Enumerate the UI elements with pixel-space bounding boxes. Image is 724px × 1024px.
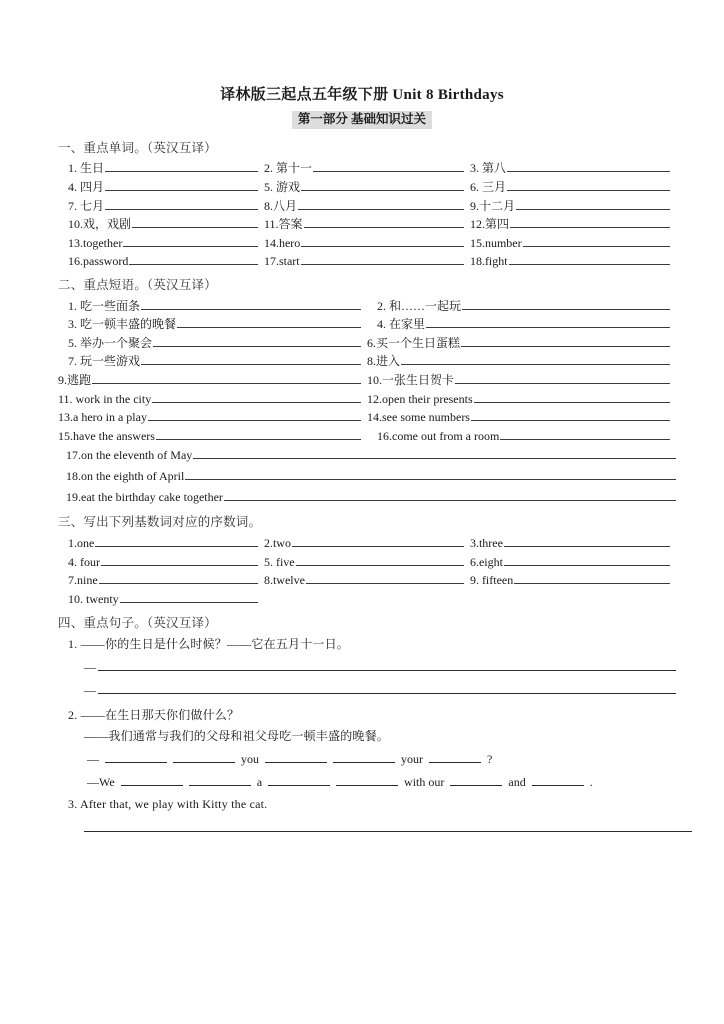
- answer-blank[interactable]: [336, 775, 398, 786]
- ordinal-item[interactable]: [470, 553, 676, 572]
- word-label: 12.第四: [469, 217, 509, 232]
- phrase-label: 11. work in the city: [58, 391, 152, 406]
- phrase-item[interactable]: [58, 390, 367, 409]
- phrase-item[interactable]: [58, 427, 367, 446]
- phrase-item[interactable]: [58, 315, 367, 334]
- answer-blank[interactable]: [500, 428, 670, 440]
- phrase-row: [58, 371, 676, 390]
- word-row: [58, 215, 676, 234]
- word-label: 18.fight: [469, 254, 508, 269]
- answer-blank[interactable]: [304, 216, 464, 228]
- ordinal-label: 5. five: [263, 554, 295, 569]
- word-row: [58, 178, 676, 197]
- word-row: [58, 234, 676, 253]
- sentence-text: ——在生日那天你们做什么？: [80, 707, 240, 722]
- answer-blank[interactable]: [426, 316, 670, 328]
- phrase-label: 9.逃跑: [58, 373, 92, 388]
- dash-marker: —: [84, 659, 96, 674]
- word-label: 8.八月: [263, 198, 297, 213]
- sentence-prompt-2: [58, 705, 676, 727]
- answer-blank[interactable]: [504, 535, 670, 547]
- phrase-item[interactable]: [58, 408, 367, 427]
- answer-blank[interactable]: [301, 179, 464, 191]
- phrase-label: 18.on the eighth of April: [66, 469, 185, 484]
- word-item[interactable]: [470, 234, 676, 253]
- word-item[interactable]: [470, 215, 676, 234]
- phrase-label: 16.come out from a room: [377, 428, 500, 443]
- word-item[interactable]: [470, 159, 676, 178]
- phrase-item[interactable]: [367, 371, 676, 390]
- word-label: 4. 四月: [68, 179, 105, 194]
- fill-end-punct: ?: [487, 751, 493, 766]
- phrase-label: 3. 吃一顿丰盛的晚餐: [68, 317, 177, 332]
- answer-blank[interactable]: [313, 160, 464, 172]
- ordinal-label: 7.nine: [68, 573, 98, 588]
- answer-blank[interactable]: [523, 235, 670, 247]
- answer-blank[interactable]: [504, 554, 670, 566]
- word-item[interactable]: [470, 252, 676, 271]
- page-subtitle: 第一部分 基础知识过关: [292, 111, 432, 129]
- answer-blank[interactable]: [461, 335, 670, 347]
- answer-blank[interactable]: [105, 198, 258, 210]
- phrase-row: [58, 315, 676, 334]
- worksheet-content: [0, 139, 724, 832]
- fill-word: and: [508, 775, 526, 790]
- phrase-label: 2. 和……一起玩: [377, 298, 462, 313]
- ordinal-row: [58, 571, 676, 590]
- answer-blank[interactable]: [120, 591, 258, 603]
- fill-word: a: [256, 775, 263, 790]
- ordinal-item[interactable]: [264, 534, 470, 553]
- phrase-item[interactable]: [367, 334, 676, 353]
- phrase-label: 19.eat the birthday cake together: [66, 490, 223, 505]
- phrase-row: [58, 390, 676, 409]
- answer-blank[interactable]: [450, 775, 502, 786]
- phrase-item[interactable]: [367, 352, 676, 371]
- ordinal-row: [58, 590, 676, 609]
- dash-marker: —We: [87, 775, 115, 790]
- answer-blank[interactable]: [507, 160, 670, 172]
- word-item[interactable]: [264, 197, 470, 216]
- answer-blank[interactable]: [105, 179, 258, 191]
- dash-marker: —: [84, 682, 96, 697]
- word-item[interactable]: [58, 159, 264, 178]
- answer-line[interactable]: [58, 656, 676, 679]
- word-item[interactable]: [58, 197, 264, 216]
- answer-blank[interactable]: [471, 409, 670, 421]
- sentence-prompt-1: [58, 634, 676, 656]
- phrase-item[interactable]: [58, 334, 367, 353]
- sentence-prompt-2b: ——我们通常与我们的父母和祖父母吃一顿丰盛的晚餐。: [84, 729, 390, 744]
- phrase-row: [58, 334, 676, 353]
- answer-line[interactable]: [58, 679, 676, 702]
- answer-blank[interactable]: [105, 752, 167, 763]
- answer-blank[interactable]: [156, 428, 361, 440]
- word-row: [58, 159, 676, 178]
- answer-blank[interactable]: [507, 179, 670, 191]
- answer-blank[interactable]: [98, 660, 676, 671]
- fill-word: with our: [404, 775, 445, 790]
- word-label: 14.hero: [263, 235, 301, 250]
- answer-blank[interactable]: [193, 447, 676, 459]
- phrase-row: [58, 408, 676, 427]
- phrase-label: 4. 在家里: [377, 317, 426, 332]
- answer-blank[interactable]: [455, 372, 670, 384]
- answer-blank[interactable]: [177, 316, 361, 328]
- phrase-label: 15.have the answers: [58, 428, 155, 443]
- word-item[interactable]: [264, 178, 470, 197]
- answer-blank[interactable]: [148, 409, 361, 421]
- word-item[interactable]: [470, 178, 676, 197]
- ordinal-item[interactable]: [264, 553, 470, 572]
- ordinal-label: 4. four: [68, 554, 100, 569]
- word-item[interactable]: [470, 197, 676, 216]
- answer-blank[interactable]: [514, 572, 670, 584]
- sentence-text: ——你的生日是什么时候？——它在五月十一日。: [80, 637, 350, 652]
- ordinal-row: [58, 534, 676, 553]
- word-label: 5. 游戏: [263, 179, 300, 194]
- answer-blank[interactable]: [532, 775, 584, 786]
- phrase-item[interactable]: [367, 297, 676, 316]
- fill-in-line-b[interactable]: [58, 771, 676, 794]
- fill-end-punct: .: [589, 775, 593, 790]
- word-label: 3. 第八: [469, 161, 506, 176]
- answer-blank[interactable]: [301, 235, 464, 247]
- answer-blank[interactable]: [510, 216, 670, 228]
- word-label: 15.number: [469, 235, 522, 250]
- phrase-label: 17.on the eleventh of May: [66, 448, 193, 463]
- word-label: 10.戏，戏剧: [68, 217, 132, 232]
- phrase-label: 6.买一个生日蛋糕: [367, 335, 461, 350]
- answer-blank[interactable]: [153, 335, 361, 347]
- answer-blank[interactable]: [509, 253, 670, 265]
- sentence-number: 2.: [68, 707, 78, 722]
- section-heading-sentences: 四、重点句子。（英汉互译）: [58, 615, 217, 630]
- word-row: [58, 197, 676, 216]
- word-label: 13.together: [68, 235, 123, 250]
- answer-blank[interactable]: [268, 775, 330, 786]
- phrase-item[interactable]: [367, 390, 676, 409]
- word-row: [58, 252, 676, 271]
- answer-blank[interactable]: [185, 468, 676, 480]
- page-title: 译林版三起点五年级下册 Unit 8 Birthdays: [220, 87, 504, 103]
- phrase-row: [58, 427, 676, 446]
- phrase-item-wide[interactable]: [58, 466, 676, 487]
- ordinal-label: 9. fifteen: [469, 573, 514, 588]
- ordinal-label: 8.twelve: [263, 573, 305, 588]
- word-item[interactable]: [58, 215, 264, 234]
- phrase-label: 7. 玩一些游戏: [68, 354, 141, 369]
- answer-blank[interactable]: [141, 298, 361, 310]
- phrase-item[interactable]: [58, 352, 367, 371]
- sentence-text: After that, we play with Kitty the cat.: [79, 797, 268, 812]
- word-item[interactable]: [58, 178, 264, 197]
- ordinal-item[interactable]: [264, 571, 470, 590]
- word-label: 2. 第十一: [263, 161, 312, 176]
- answer-blank[interactable]: [189, 775, 251, 786]
- phrase-item[interactable]: [58, 371, 367, 390]
- answer-blank[interactable]: [123, 235, 258, 247]
- ordinal-item[interactable]: [58, 534, 264, 553]
- word-item[interactable]: [264, 215, 470, 234]
- phrase-label: 14.see some numbers: [367, 410, 470, 425]
- sentence-number: 3.: [68, 797, 78, 812]
- answer-blank[interactable]: [101, 554, 258, 566]
- ordinal-item[interactable]: [58, 571, 264, 590]
- fill-in-line-a[interactable]: [58, 748, 676, 771]
- ordinal-label: 6.eight: [469, 554, 503, 569]
- phrase-row: [58, 297, 676, 316]
- sentence-prompt-3: [58, 794, 676, 816]
- phrase-item[interactable]: [367, 315, 676, 334]
- ordinal-label: 3.three: [469, 536, 503, 551]
- answer-blank[interactable]: [99, 572, 258, 584]
- sentence-number: 1.: [68, 637, 78, 652]
- answer-blank[interactable]: [296, 554, 464, 566]
- phrase-label: 5. 举办一个聚会: [68, 335, 153, 350]
- ordinal-label: 1.one: [68, 536, 95, 551]
- phrase-item-wide[interactable]: [58, 445, 676, 466]
- dash-marker: —: [87, 751, 99, 766]
- word-item[interactable]: [58, 252, 264, 271]
- ordinal-item[interactable]: [470, 534, 676, 553]
- section-heading-words: 一、重点单词。（英汉互译）: [58, 140, 217, 155]
- answer-blank[interactable]: [224, 489, 676, 501]
- word-item[interactable]: [264, 159, 470, 178]
- word-label: 16.password: [68, 254, 129, 269]
- answer-blank[interactable]: [333, 752, 395, 763]
- answer-blank[interactable]: [429, 752, 481, 763]
- answer-blank[interactable]: [132, 216, 258, 228]
- ordinal-label: 10. twenty: [68, 591, 119, 606]
- answer-blank[interactable]: [95, 535, 258, 547]
- answer-blank[interactable]: [92, 372, 361, 384]
- page-subtitle-wrapper: [0, 110, 724, 129]
- phrase-label: 13.a hero in a play: [58, 410, 147, 425]
- answer-blank[interactable]: [129, 253, 258, 265]
- phrase-row: [58, 352, 676, 371]
- word-label: 7. 七月: [68, 198, 105, 213]
- ordinal-item[interactable]: [58, 590, 264, 609]
- word-label: 6. 三月: [469, 179, 506, 194]
- ordinal-row: [58, 553, 676, 572]
- answer-blank[interactable]: [265, 752, 327, 763]
- phrase-item[interactable]: [58, 297, 367, 316]
- fill-word: you: [241, 751, 259, 766]
- word-item[interactable]: [58, 234, 264, 253]
- word-label: 1. 生日: [68, 161, 105, 176]
- answer-blank[interactable]: [462, 298, 670, 310]
- word-label: 9.十二月: [469, 198, 515, 213]
- answer-blank[interactable]: [105, 160, 258, 172]
- answer-blank[interactable]: [292, 535, 464, 547]
- word-label: 17.start: [263, 254, 300, 269]
- answer-blank[interactable]: [516, 198, 670, 210]
- fill-word: your: [401, 751, 423, 766]
- answer-blank[interactable]: [474, 391, 670, 403]
- phrase-item[interactable]: [367, 427, 676, 446]
- answer-blank[interactable]: [401, 353, 670, 365]
- answer-blank[interactable]: [301, 253, 464, 265]
- word-label: 11.答案: [263, 217, 303, 232]
- phrase-label: 10.一张生日贺卡: [367, 373, 455, 388]
- phrase-label: 12.open their presents: [367, 391, 473, 406]
- phrase-item[interactable]: [367, 408, 676, 427]
- word-item[interactable]: [264, 234, 470, 253]
- answer-blank[interactable]: [298, 198, 464, 210]
- answer-blank[interactable]: [306, 572, 464, 584]
- phrase-label: 1. 吃一些面条: [68, 298, 141, 313]
- ordinal-item[interactable]: [470, 571, 676, 590]
- answer-blank[interactable]: [173, 752, 235, 763]
- answer-blank[interactable]: [141, 353, 361, 365]
- answer-blank[interactable]: [121, 775, 183, 786]
- answer-blank[interactable]: [152, 391, 361, 403]
- answer-blank[interactable]: [98, 683, 676, 694]
- ordinal-label: 2.two: [263, 536, 291, 551]
- section-heading-phrases: 二、重点短语。（英汉互译）: [58, 277, 217, 292]
- word-item[interactable]: [264, 252, 470, 271]
- phrase-item-wide[interactable]: [58, 487, 676, 508]
- ordinal-item[interactable]: [58, 553, 264, 572]
- answer-blank[interactable]: [84, 830, 692, 832]
- section-heading-ordinals: 三、写出下列基数词对应的序数词。: [58, 515, 262, 530]
- phrase-label: 8.进入: [367, 354, 401, 369]
